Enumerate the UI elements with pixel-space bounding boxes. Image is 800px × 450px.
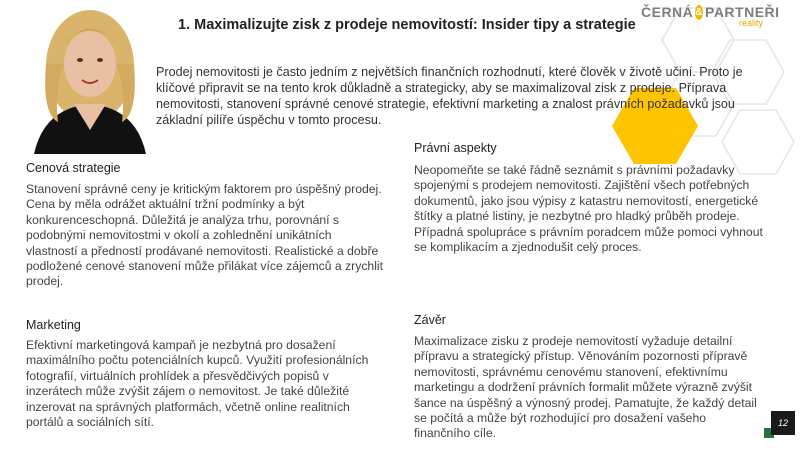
logo-name-part2: PARTNEŘI <box>705 4 780 20</box>
body-conclusion: Maximalizace zisku z prodeje nemovitostí vyžaduje detailní přípravu a strategický přístup. Věnováním pozornosti přípravě nemovitosti, správnému cenovému stanovení, efektivnímu marketingu a dodržení právních formalit můžete výrazně zvýšit šance na úspěšný a výnosný prodej. Pamatujte, že každý detail se počítá a může být rozhodující pro dosažení vašeho finančního cíle. <box>414 334 757 441</box>
body-legal-aspects: Neopomeňte se také řádně seznámit s právními požadavky spojenými s prodejem nemovitosti. Zajištění všech potřebných dokumentů, jako jsou výpisy z katastru nemovitostí, energetické štítky a platné listiny, je nezbytné pro hladký průběh prodeje. Případná spolupráce s právním poradcem může pomoci vyhnout se komplikacím a zjednodušit celý proces. <box>414 163 763 255</box>
intro-paragraph: Prodej nemovitosti je často jedním z největších finančních rozhodnutí, které člověk v životě učiní. Proto je klíčové připravit se na tento krok důkladně a strategicky, aby se maximalizoval zisk z prodeje. Příprava nemovitosti, stanovení správné cenové strategie, efektivní marketing a znalost právních požadavků jsou základní pilíře úspěchu v tomto procesu. <box>156 65 743 127</box>
slide-title: 1. Maximalizujte zisk z prodeje nemovitostí: Insider tipy a strategie <box>178 17 636 33</box>
body-pricing-strategy: Stanovení správné ceny je kritickým faktorem pro úspěšný prodej. Cena by měla odrážet aktuální tržní podmínky a být konkurenceschopná. Důležitá je analýza trhu, porovnání s podobnými nemovitostmi v okolí a zohlednění unikátních vlastností a předností prodávané nemovitosti. Realistické a dobře podložené cenové stanovení může přilákat více zájemců a zrychlit prodej. <box>26 182 384 289</box>
body-marketing: Efektivní marketingová kampaň je nezbytná pro dosažení maximálního počtu potenciálních kupců. Využití profesionálních fotografií, virtuálních prohlídek a přesvědčivých popisů v inzerátech může zvýšit zájem o nemovitost. Je také důležité inzerovat na správných platformách, včetně online realitních portálů a sociálních sítí. <box>26 338 369 430</box>
logo-subtitle: reality <box>738 18 763 28</box>
heading-pricing-strategy: Cenová strategie <box>26 161 121 175</box>
portrait-photo <box>24 4 154 154</box>
heading-marketing: Marketing <box>26 318 81 332</box>
company-logo <box>641 4 780 34</box>
page-number: 12 <box>771 411 795 435</box>
logo-ampersand-icon: & <box>695 6 704 18</box>
heading-conclusion: Závěr <box>414 313 446 327</box>
heading-legal-aspects: Právní aspekty <box>414 141 497 155</box>
logo-name-part1: ČERNÁ <box>641 4 694 20</box>
